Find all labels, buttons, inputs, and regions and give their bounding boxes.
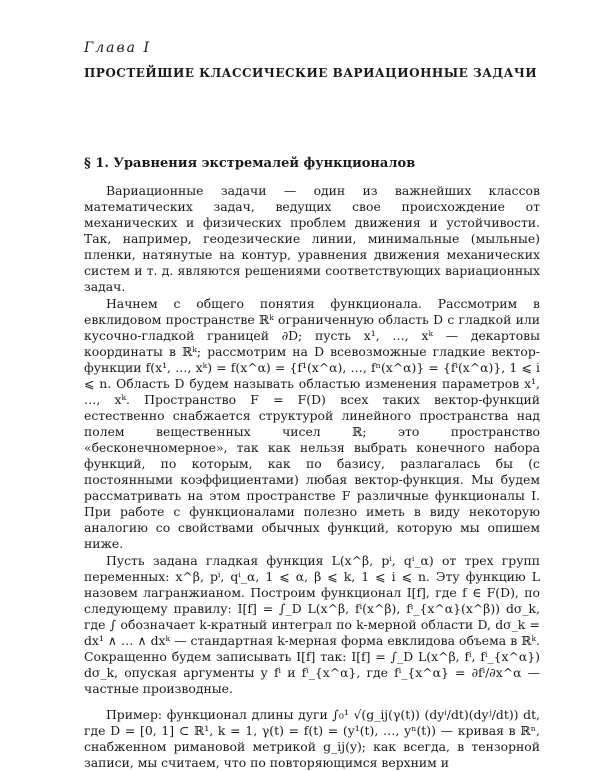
paragraph-intro: Вариационные задачи — один из важнейших классов математических задач, ведущих свое происхождение от механических и физических проблем движения и устойчивости. Так, например, геодезические линии, минимальные (мыльные) пленки, натянутые на контур, уравнения движения механических систем и т. д. являются решениями соответствующих вариационных задач.	[84, 183, 540, 294]
chapter-title: ПРОСТЕЙШИЕ КЛАССИЧЕСКИЕ ВАРИАЦИОННЫЕ ЗАДАЧИ	[84, 66, 538, 80]
chapter-label: Глава I	[84, 40, 152, 56]
section-title: § 1. Уравнения экстремалей функционалов	[84, 156, 416, 171]
paragraph-functional-definition: Начнем с общего понятия функционала. Рассмотрим в евклидовом пространстве ℝᵏ ограниченную область D с гладкой или кусочно-гладкой границей ∂D; пусть x¹, …, xᵏ — декартовы координаты в ℝᵏ; рассмотрим на D всевозможные гладкие вектор-функции f(x¹, …, xᵏ) = f(x^α) = {f¹(x^α), …, fⁿ(x^α)} = {fⁱ(x^α)}, 1 ⩽ i ⩽ n. Область D будем называть областью изменения параметров x¹, …, xᵏ. Пространство F = F(D) всех таких вектор-функций естественно снабжается структурой линейного пространства над полем вещественных чисел ℝ; это пространство «бесконечномерное», так как нельзя выбрать конечного набора функций, по которым, как по базису, разлагалась бы (с постоянными коэффициентами) любая вектор-функция. Мы будем рассматривать на этом пространстве F различные функционалы I. При работе с функционалами полезно иметь в виду некоторую аналогию со свойствами обычных функций, которую мы опишем ниже.	[84, 296, 540, 551]
paragraph-lagrangian: Пусть задана гладкая функция L(x^β, pⁱ, qⁱ_α) от трех групп переменных: x^β, pⁱ, qⁱ_α, 1 ⩽ α, β ⩽ k, 1 ⩽ i ⩽ n. Эту функцию L назовем лагранжианом. Построим функционал I[f], где f ∈ F(D), по следующему правилу: I[f] = ∫_D L(x^β, fⁱ(x^β), fⁱ_{x^α}(x^β)) dσ_k, где ∫ обозначает k-кратный интеграл по k-мерной области D, dσ_k = dx¹ ∧ … ∧ dxᵏ — стандартная k-мерная форма евклидова объема в ℝᵏ. Сокращенно будем записывать I[f] так: I[f] = ∫_D L(x^β, fⁱ, fⁱ_{x^α}) dσ_k, опуская аргументы у fⁱ и fⁱ_{x^α}, где fⁱ_{x^α} = ∂fⁱ/∂x^α — частные производные.	[84, 553, 540, 696]
paragraph-example: Пример: функционал длины дуги ∫₀¹ √(g_ij(γ(t)) (dyⁱ/dt)(dyʲ/dt)) dt, где D = [0, 1] ⊂ ℝ¹, k = 1, γ(t) = f(t) = (y¹(t), …, yⁿ(t)) — кривая в ℝⁿ, снабженном римановой метрикой g_ij(y); как всегда, в тензорной записи, мы считаем, что по повторяющимся верхним и	[84, 707, 540, 770]
body-text	[84, 183, 540, 771]
